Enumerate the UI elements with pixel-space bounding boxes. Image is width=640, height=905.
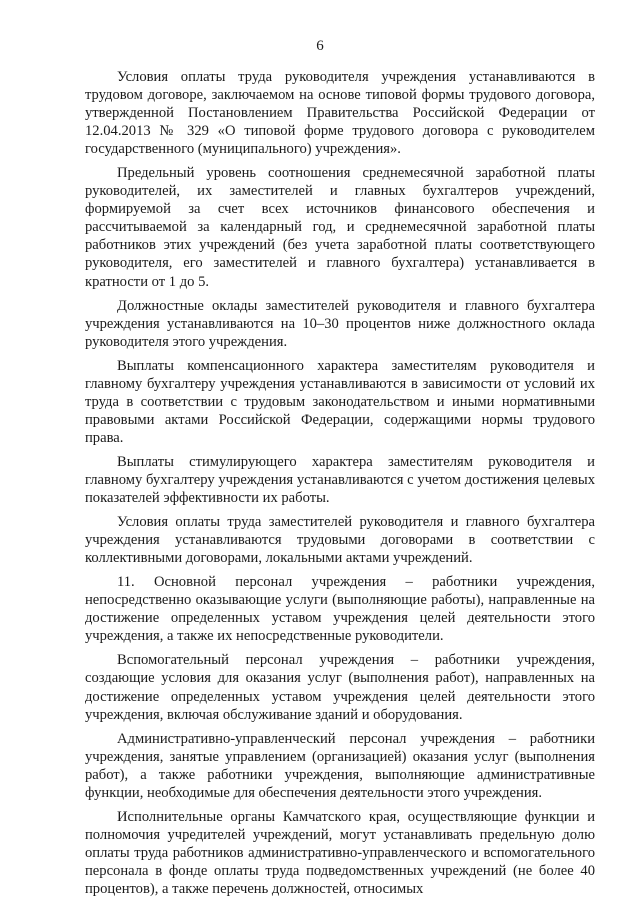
paragraph-7: 11. Основной персонал учреждения – работники учреждения, непосредственно оказывающие услуги (выполняющие работы), направленные на достижение определенных уставом учреждения целей деятельности этого учреждения, а также их непосредственные руководители. [85, 574, 595, 645]
paragraph-8: Вспомогательный персонал учреждения – работники учреждения, создающие условия для оказания услуг (выполнения работ), направленных на достижение определенных уставом учреждения целей деятельности этого учреждения, включая обслуживание зданий и оборудования. [85, 652, 595, 723]
paragraph-9: Административно-управленческий персонал учреждения – работники учреждения, занятые управлением (организацией) оказания услуг (выполнения работ), а также работники учреждения, выполняющие административные функции, необходимые для обеспечения деятельности этого учреждения. [85, 730, 595, 801]
page-number: 6 [316, 38, 324, 54]
paragraph-6: Условия оплаты труда заместителей руководителя и главного бухгалтера учреждения устанавливаются трудовыми договорами в соответствии с коллективными договорами, локальными актами учреждений. [85, 514, 595, 567]
paragraph-4: Выплаты компенсационного характера заместителям руководителя и главному бухгалтеру учреждения устанавливаются в зависимости от условий их труда в соответствии с трудовым законодательством и иными нормативными правовыми актами Российской Федерации, содержащими нормы трудового права. [85, 357, 595, 446]
paragraph-10: Исполнительные органы Камчатского края, осуществляющие функции и полномочия учредителей учреждений, могут устанавливать предельную долю оплаты труда работников административно-управленческого и вспомогательного персонала в фонде оплаты труда подведомственных учреждений (не более 40 процентов), а также перечень должностей, относимых [85, 808, 595, 897]
document-body [85, 68, 595, 898]
paragraph-2: Предельный уровень соотношения среднемесячной заработной платы руководителей, их заместителей и главных бухгалтеров учреждений, формируемой за счет всех источников финансового обеспечения и рассчитываемой за календарный год, и среднемесячной заработной платы работников этих учреждений (без учета заработной платы соответствующего руководителя, его заместителей и главного бухгалтера) устанавливается в кратности от 1 до 5. [85, 165, 595, 290]
paragraph-5: Выплаты стимулирующего характера заместителям руководителя и главному бухгалтеру учреждения устанавливаются с учетом достижения целевых показателей эффективности их работы. [85, 453, 595, 507]
paragraph-3: Должностные оклады заместителей руководителя и главного бухгалтера учреждения устанавливаются на 10–30 процентов ниже должностного оклада руководителя этого учреждения. [85, 297, 595, 350]
paragraph-1: Условия оплаты труда руководителя учреждения устанавливаются в трудовом договоре, заключаемом на основе типовой формы трудового договора, утвержденной Постановлением Правительства Российской Федерации от 12.04.2013 № 329 «О типовой форме трудового договора с руководителем государственного (муниципального) учреждения». [85, 69, 595, 158]
